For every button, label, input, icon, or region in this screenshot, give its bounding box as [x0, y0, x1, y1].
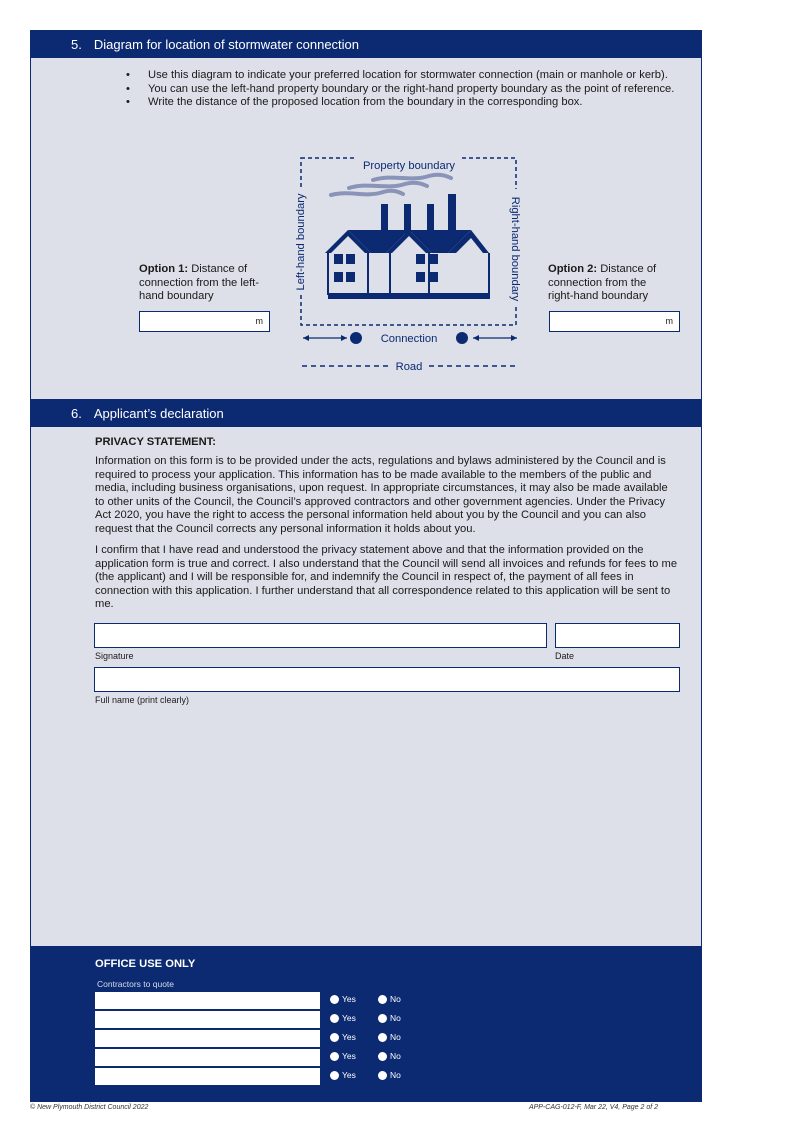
- yes-label: Yes: [342, 1013, 356, 1023]
- full-name-field[interactable]: [94, 667, 680, 692]
- radio-dot-icon: [378, 995, 387, 1004]
- contractor-input[interactable]: [95, 1030, 320, 1047]
- option-2-bold: Option 2:: [548, 263, 598, 275]
- no-radio[interactable]: [378, 1070, 401, 1080]
- footer-form-code: APP-CAG-012-F, Mar 22, V4, Page 2 of 2: [528, 1104, 658, 1111]
- section-5-title: Diagram for location of stormwater connection: [93, 36, 360, 52]
- instruction-item: • You can use the left-hand property boundary or the right-hand property boundary as the point of reference.: [126, 83, 701, 97]
- contractor-row: [95, 1011, 705, 1028]
- no-label: No: [390, 1032, 401, 1042]
- yes-label: Yes: [342, 1032, 356, 1042]
- radio-dot-icon: [378, 1071, 387, 1080]
- section-6-number: 6.: [71, 405, 82, 421]
- yes-radio[interactable]: [330, 1070, 356, 1080]
- yes-radio[interactable]: [330, 994, 356, 1004]
- option-1-desc: Distance of connection from the left-hand boundary: [139, 263, 260, 302]
- option-2-distance-input[interactable]: [549, 311, 680, 332]
- contractor-input[interactable]: [95, 992, 320, 1009]
- date-label: Date: [555, 651, 575, 661]
- option-1-bold: Option 1:: [139, 263, 189, 275]
- option-2-text: [548, 263, 673, 304]
- contractor-row: [95, 992, 705, 1009]
- confirmation-text: I confirm that I have read and understood the privacy statement above and that the information provided on the application form is true and correct. I also understand that the Council will send all invoices and refunds for fees to me (the applicant) and I will be responsible for, and indemnify the Council in respect of, the payment of all fees in connection with this application. I further understand that all correspondence related to this application will be sent to me.: [95, 544, 678, 611]
- radio-dot-icon: [330, 1052, 339, 1061]
- contractor-input[interactable]: [95, 1049, 320, 1066]
- section-5-body: [31, 58, 701, 399]
- property-boundary-label: Property boundary: [362, 160, 456, 172]
- section-5-header: [31, 30, 701, 58]
- radio-dot-icon: [378, 1052, 387, 1061]
- instruction-item: • Write the distance of the proposed location from the boundary in the corresponding box.: [126, 96, 701, 110]
- no-label: No: [390, 1070, 401, 1080]
- no-label: No: [390, 1051, 401, 1061]
- section-6-header: [31, 399, 701, 427]
- signature-label: Signature: [95, 651, 134, 661]
- yes-label: Yes: [342, 1070, 356, 1080]
- no-radio[interactable]: [378, 1032, 401, 1042]
- radio-dot-icon: [378, 1014, 387, 1023]
- footer-copyright: © New Plymouth District Council 2022: [30, 1104, 149, 1111]
- option-1-unit: m: [255, 316, 263, 326]
- privacy-statement-title: PRIVACY STATEMENT:: [95, 436, 216, 448]
- factory-icon: [325, 175, 490, 299]
- instruction-item: • Use this diagram to indicate your preferred location for stormwater connection (main or manhole or kerb).: [126, 69, 701, 83]
- section-6-title: Applicant’s declaration: [93, 405, 224, 421]
- yes-radio[interactable]: [330, 1051, 356, 1061]
- contractor-row: [95, 1049, 705, 1066]
- office-use-panel: [31, 946, 701, 1101]
- radio-dot-icon: [330, 995, 339, 1004]
- date-field[interactable]: [555, 623, 680, 648]
- radio-dot-icon: [330, 1033, 339, 1042]
- no-label: No: [390, 994, 401, 1004]
- no-label: No: [390, 1013, 401, 1023]
- section-6-body: [31, 427, 701, 946]
- full-name-label: Full name (print clearly): [95, 695, 190, 705]
- no-radio[interactable]: [378, 994, 401, 1004]
- office-use-title: OFFICE USE ONLY: [95, 958, 196, 970]
- radio-dot-icon: [330, 1014, 339, 1023]
- yes-radio[interactable]: [330, 1013, 356, 1023]
- signature-field[interactable]: [94, 623, 547, 648]
- yes-label: Yes: [342, 1051, 356, 1061]
- option-2-unit: m: [665, 316, 673, 326]
- radio-dot-icon: [330, 1071, 339, 1080]
- contractor-row: [95, 1068, 705, 1085]
- road-label: Road: [395, 361, 423, 373]
- stormwater-diagram: [31, 58, 701, 399]
- connection-label: Connection: [380, 333, 438, 345]
- no-radio[interactable]: [378, 1051, 401, 1061]
- contractor-input[interactable]: [95, 1068, 320, 1085]
- contractors-label: Contractors to quote: [97, 979, 175, 989]
- contractor-input[interactable]: [95, 1011, 320, 1028]
- yes-radio[interactable]: [330, 1032, 356, 1042]
- privacy-statement-text: Information on this form is to be provided under the acts, regulations and bylaws administered by the Council and is required to process your application. This information has to be made available to the members of the public and media, including business organisations, upon request. In appropriate circumstances, it may also be made available to other units of the Council, the Council’s approved contractors and other government agencies. Under the Privacy Act 2020, you have the right to access the personal information held about you by the Council and you can also request that the Council corrects any personal information it holds about you.: [95, 455, 668, 535]
- option-1-text: [139, 263, 264, 304]
- no-radio[interactable]: [378, 1013, 401, 1023]
- right-boundary-label: Right-hand boundary: [509, 196, 521, 302]
- yes-label: Yes: [342, 994, 356, 1004]
- option-1-distance-input[interactable]: [139, 311, 270, 332]
- left-boundary-label: Left-hand boundary: [295, 193, 307, 291]
- radio-dot-icon: [378, 1033, 387, 1042]
- section-5-number: 5.: [71, 36, 82, 52]
- option-2-desc: Distance of connection from the right-hand boundary: [548, 263, 657, 302]
- contractor-row: [95, 1030, 705, 1047]
